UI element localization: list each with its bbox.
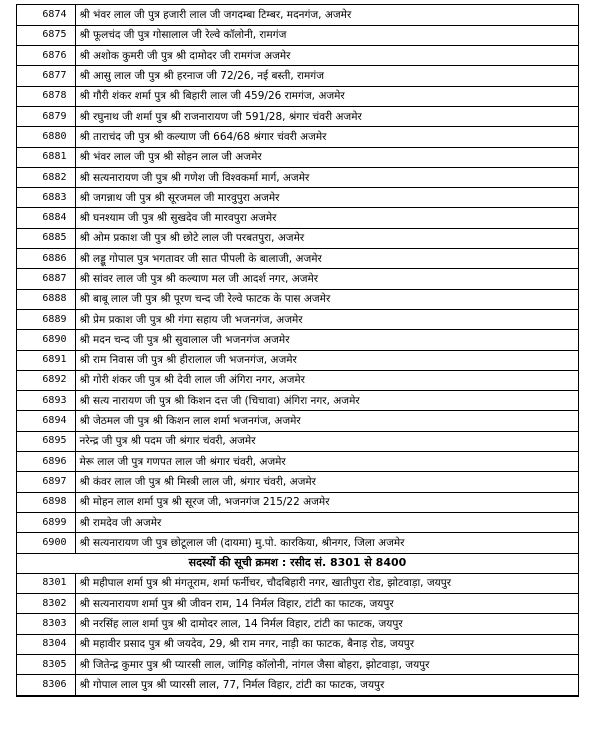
- receipt-number: 6892: [17, 370, 75, 390]
- member-details: श्री ताराचंद जी पुत्र श्री कल्याण जी 664/68 श्रंगार चंवरी अजमेर: [75, 127, 578, 147]
- table-row: [17, 594, 578, 614]
- table-row: [17, 25, 578, 45]
- table-row: [17, 452, 578, 472]
- table-row: [17, 370, 578, 390]
- member-list-table: [17, 5, 578, 696]
- table-row: [17, 46, 578, 66]
- receipt-number: 6890: [17, 330, 75, 350]
- receipt-number: 6884: [17, 208, 75, 228]
- receipt-number: 6886: [17, 249, 75, 269]
- member-details: श्री बाबू लाल जी पुत्र श्री पूरण चन्द जी रेल्वे फाटक के पास अजमेर: [75, 289, 578, 309]
- table-row: [17, 269, 578, 289]
- member-details: मेरू लाल जी पुत्र गणपत लाल जी श्रंगार चंवरी, अजमेर: [75, 452, 578, 472]
- receipt-number: 6876: [17, 46, 75, 66]
- table-row: [17, 188, 578, 208]
- receipt-number: 6883: [17, 188, 75, 208]
- receipt-number: 6900: [17, 533, 75, 553]
- member-rows-second-batch: [17, 573, 578, 695]
- table-row: [17, 634, 578, 654]
- member-details: श्री महीपाल शर्मा पुत्र श्री मंगतूराम, शर्मा फर्नीचर, चौदबिहारी नगर, खातीपुरा रोड, झोटवाड़ा, जयपुर: [75, 573, 578, 593]
- member-details: नरेन्द्र जी पुत्र श्री पदम जी श्रंगार चंवरी, अजमेर: [75, 431, 578, 451]
- receipt-number: 6899: [17, 512, 75, 532]
- table-row: [17, 106, 578, 126]
- receipt-number: 6880: [17, 127, 75, 147]
- table-row: [17, 573, 578, 593]
- table-row: [17, 655, 578, 675]
- table-row: [17, 411, 578, 431]
- receipt-number: 8306: [17, 675, 75, 695]
- receipt-number: 6897: [17, 472, 75, 492]
- receipt-number: 8303: [17, 614, 75, 634]
- table-row: [17, 127, 578, 147]
- member-details: श्री लड्डू गोपाल पुत्र भगतावर जी सात पीपली के बालाजी, अजमेर: [75, 249, 578, 269]
- receipt-number: 8305: [17, 655, 75, 675]
- table-row: [17, 309, 578, 329]
- receipt-number: 6893: [17, 391, 75, 411]
- member-details: श्री सांवर लाल जी पुत्र श्री कल्याण मल जी आदर्श नगर, अजमेर: [75, 269, 578, 289]
- member-details: श्री जगन्नाथ जी पुत्र श्री सूरजमल जी मारवुपुरा अजमेर: [75, 188, 578, 208]
- receipt-number: 8301: [17, 573, 75, 593]
- receipt-number: 6898: [17, 492, 75, 512]
- member-details: श्री गौरी शंकर शर्मा पुत्र श्री बिहारी लाल जी 459/26 रामगंज, अजमेर: [75, 86, 578, 106]
- member-details: श्री घनश्याम जी पुत्र श्री सुखदेव जी मारवपुरा अजमेर: [75, 208, 578, 228]
- member-details: श्री मोहन लाल शर्मा पुत्र श्री सूरज जी, भजनगंज 215/22 अजमेर: [75, 492, 578, 512]
- member-details: श्री जेठमल जी पुत्र श्री किशन लाल शर्मा भजनगंज, अजमेर: [75, 411, 578, 431]
- table-row: [17, 472, 578, 492]
- receipt-number: 6894: [17, 411, 75, 431]
- table-row: [17, 614, 578, 634]
- member-details: श्री सत्यनारायण जी पुत्र श्री गणेश जी विश्वकर्मा मार्ग, अजमेर: [75, 167, 578, 187]
- section-heading: सदस्यों की सूची क्रमश : रसीद सं. 8301 से 8400: [17, 553, 578, 573]
- member-rows-first-batch: [17, 5, 578, 553]
- table-row: [17, 533, 578, 553]
- table-row: [17, 167, 578, 187]
- receipt-number: 6887: [17, 269, 75, 289]
- table-row: [17, 492, 578, 512]
- member-details: श्री ओम प्रकाश जी पुत्र श्री छोटे लाल जी परबतपुरा, अजमेर: [75, 228, 578, 248]
- member-details: श्री महावीर प्रसाद पुत्र श्री जयदेव, 29, श्री राम नगर, नाड़ी का फाटक, बैनाड़ रोड, जयपुर: [75, 634, 578, 654]
- member-details: श्री कंवर लाल जी पुत्र श्री मिस्त्री लाल जी, श्रंगार चंवरी, अजमेर: [75, 472, 578, 492]
- table-row: [17, 330, 578, 350]
- table-row: [17, 289, 578, 309]
- receipt-number: 6881: [17, 147, 75, 167]
- table-row: [17, 675, 578, 695]
- table-row: [17, 431, 578, 451]
- table-row: [17, 208, 578, 228]
- receipt-number: 6891: [17, 350, 75, 370]
- table-row: [17, 86, 578, 106]
- member-details: श्री आसु लाल जी पुत्र श्री हरनाज जी 72/26, नई बस्ती, रामगंज: [75, 66, 578, 86]
- table-row: [17, 228, 578, 248]
- member-details: श्री भंवर लाल जी पुत्र श्री सोहन लाल जी अजमेर: [75, 147, 578, 167]
- table-row: [17, 249, 578, 269]
- member-details: श्री अशोक कुमरी जी पुत्र श्री दामोदर जी रामगंज अजमेर: [75, 46, 578, 66]
- member-details: श्री फूलचंद जी पुत्र गोसालाल जी रेल्वे कॉलोनी, रामगंज: [75, 25, 578, 45]
- member-details: श्री गोरी शंकर जी पुत्र श्री देवी लाल जी अंगिरा नगर, अजमेर: [75, 370, 578, 390]
- member-details: श्री प्रेम प्रकाश जी पुत्र श्री गंगा सहाय जी भजनगंज, अजमेर: [75, 309, 578, 329]
- member-details: श्री नरसिंह लाल शर्मा पुत्र श्री दामोदर लाल, 14 निर्मल विहार, टांटी का फाटक, जयपुर: [75, 614, 578, 634]
- member-details: श्री सत्यनारायण जी पुत्र छोटूलाल जी (दायमा) मु.पो. कारकिया, श्रीनगर, जिला अजमेर: [75, 533, 578, 553]
- member-details: श्री जितेन्द्र कुमार पुत्र श्री प्यारसी लाल, जांगिड़ कॉलोनी, नांगल जैसा बोहरा, झोटवाड़ा, जयपुर: [75, 655, 578, 675]
- section-heading-group: [17, 553, 578, 573]
- receipt-number: 6878: [17, 86, 75, 106]
- member-details: श्री मदन चन्द जी पुत्र श्री सुवालाल जी भजनगंज अजमेर: [75, 330, 578, 350]
- receipt-number: 8304: [17, 634, 75, 654]
- table-row: [17, 512, 578, 532]
- member-details: श्री भंवर लाल जी पुत्र हजारी लाल जी जगदम्बा टिम्बर, मदनगंज, अजमेर: [75, 5, 578, 25]
- receipt-number: 6895: [17, 431, 75, 451]
- member-details: श्री रामदेव जी अजमेर: [75, 512, 578, 532]
- receipt-number: 6888: [17, 289, 75, 309]
- receipt-number: 6877: [17, 66, 75, 86]
- member-details: श्री रघुनाथ जी शर्मा पुत्र श्री राजनारायण जी 591/28, श्रंगार चंवरी अजमेर: [75, 106, 578, 126]
- table-row: [17, 391, 578, 411]
- receipt-number: 6875: [17, 25, 75, 45]
- receipt-number: 6874: [17, 5, 75, 25]
- member-details: श्री गोपाल लाल पुत्र श्री प्यारसी लाल, 77, निर्मल विहार, टांटी का फाटक, जयपुर: [75, 675, 578, 695]
- member-details: श्री सत्य नारायण जी पुत्र श्री किशन दत्त जी (चिचावा) अंगिरा नगर, अजमेर: [75, 391, 578, 411]
- table-row: [17, 147, 578, 167]
- receipt-number: 6879: [17, 106, 75, 126]
- receipt-number: 6889: [17, 309, 75, 329]
- receipt-number: 6882: [17, 167, 75, 187]
- member-details: श्री राम निवास जी पुत्र श्री हीरालाल जी भजनगंज, अजमेर: [75, 350, 578, 370]
- receipt-number: 6896: [17, 452, 75, 472]
- receipt-number: 8302: [17, 594, 75, 614]
- member-details: श्री सत्यनारायण शर्मा पुत्र श्री जीवन राम, 14 निर्मल विहार, टांटी का फाटक, जयपुर: [75, 594, 578, 614]
- section-heading-row: [17, 553, 578, 573]
- table-row: [17, 66, 578, 86]
- member-list-sheet: [16, 4, 579, 697]
- receipt-number: 6885: [17, 228, 75, 248]
- table-row: [17, 5, 578, 25]
- table-row: [17, 350, 578, 370]
